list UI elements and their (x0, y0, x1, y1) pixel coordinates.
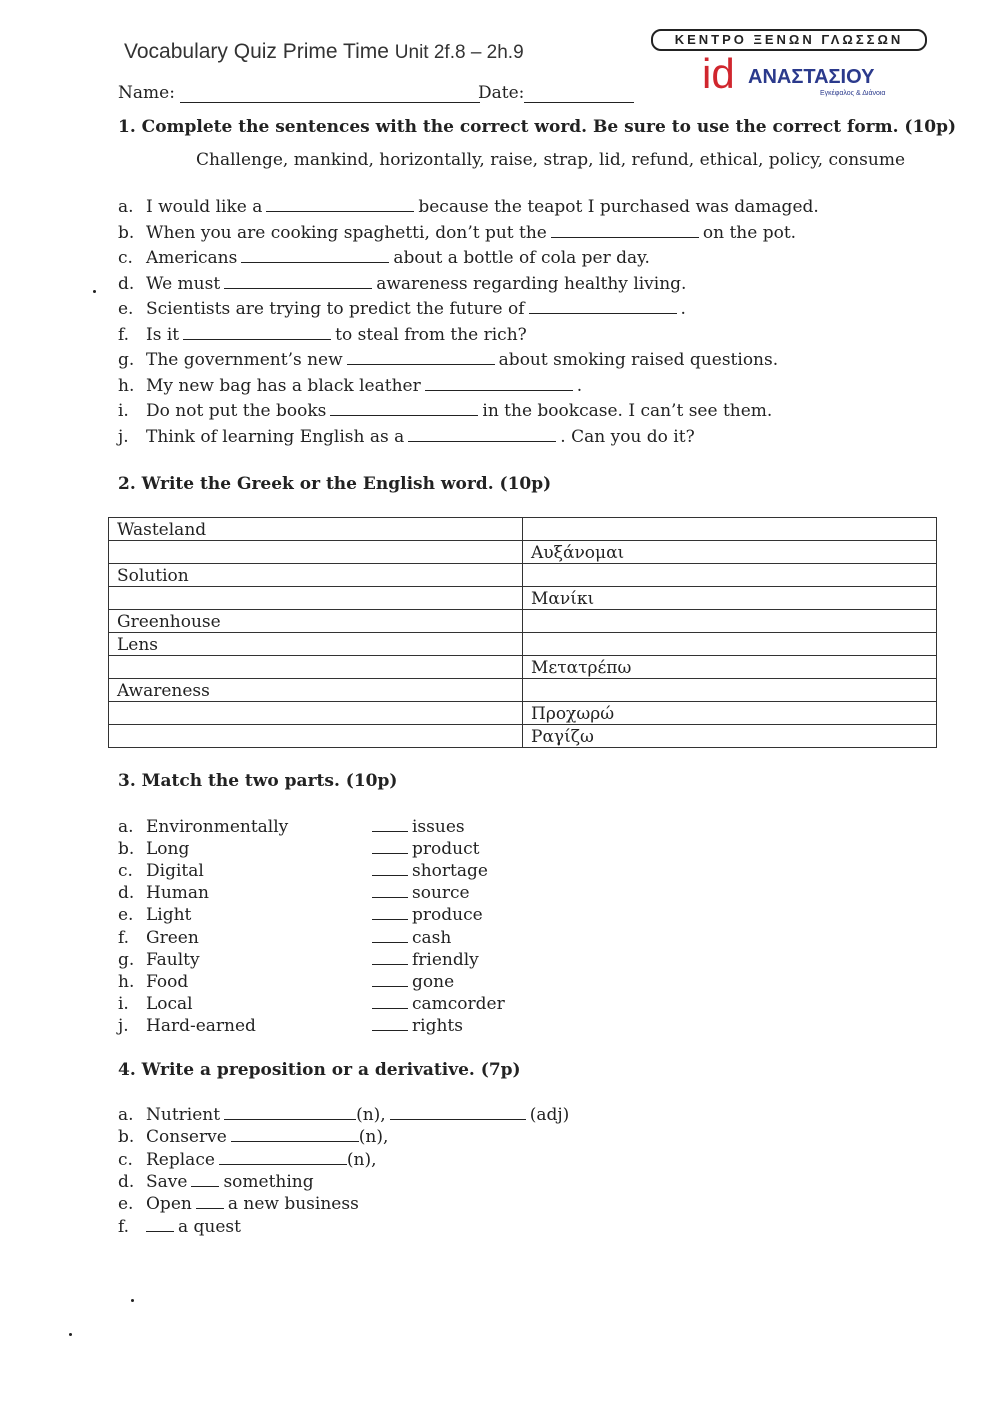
item-label: c. (118, 861, 133, 882)
item-label: j. (118, 1015, 129, 1036)
match-blank[interactable] (372, 950, 408, 965)
greek-cell[interactable]: Αυξάνομαι (523, 541, 937, 564)
match-right-text: source (412, 883, 470, 904)
english-cell[interactable]: Solution (109, 564, 523, 587)
item-label: c. (118, 248, 133, 268)
scan-speck (131, 1299, 134, 1302)
item-label: a. (118, 1105, 134, 1125)
phrase-end: something (223, 1171, 314, 1192)
item-label: f. (118, 324, 130, 345)
item-label: a. (118, 197, 134, 217)
logo-name: ΑΝΑΣΤΑΣΙΟΥ (748, 66, 875, 88)
english-cell[interactable]: Awareness (109, 679, 523, 702)
match-right-item (372, 839, 479, 859)
vocab-row (109, 725, 937, 748)
match-left-item (118, 817, 288, 837)
match-left-item (118, 950, 200, 970)
match-right-text: friendly (412, 949, 479, 970)
greek-cell[interactable] (523, 679, 937, 702)
match-left-item (118, 883, 209, 903)
greek-cell[interactable] (523, 564, 937, 587)
match-left-item (118, 994, 193, 1014)
sentence-start: Think of learning English as a (146, 426, 405, 447)
sentence-start: Americans (146, 248, 238, 268)
greek-cell[interactable]: Μετατρέπω (523, 656, 937, 679)
greek-cell[interactable] (523, 610, 937, 633)
english-cell[interactable]: Lens (109, 633, 523, 656)
sentence-start: Is it (146, 324, 180, 345)
sentence-end: . (680, 299, 686, 319)
sentence-item (118, 427, 695, 447)
logo-subtitle: Εγκέφαλος & Διάνοια (820, 90, 886, 97)
sentence-start: Scientists are trying to predict the future of (146, 299, 525, 319)
match-left-text: Human (146, 883, 209, 904)
date-line[interactable] (524, 102, 634, 103)
quiz-title (124, 40, 524, 64)
answer-blank[interactable] (529, 299, 677, 314)
match-right-item (372, 950, 479, 970)
sentence-end: because the teapot I purchased was damaged. (418, 197, 819, 217)
quiz-title-text: Vocabulary Quiz Prime Time (124, 40, 389, 63)
derivative-item (118, 1105, 569, 1125)
match-blank[interactable] (372, 994, 408, 1009)
item-label: d. (118, 883, 135, 904)
word-class: (n), (346, 1149, 377, 1170)
sentence-item (118, 350, 778, 370)
item-label: f. (118, 927, 130, 948)
match-left-text: Green (146, 927, 199, 948)
word-class: (n), (356, 1105, 386, 1125)
match-right-text: cash (412, 927, 452, 948)
preposition-blank[interactable] (191, 1172, 219, 1187)
vocab-row (109, 679, 937, 702)
match-left-text: Digital (146, 861, 204, 882)
match-blank[interactable] (372, 905, 408, 920)
match-right-item (372, 817, 465, 837)
date-field[interactable] (478, 83, 634, 103)
derivative-blank[interactable] (224, 1105, 356, 1120)
match-right-item (372, 861, 488, 881)
match-right-item (372, 905, 483, 925)
quiz-unit: Unit 2f.8 – 2h.9 (394, 42, 524, 63)
derivative-item (118, 1172, 314, 1192)
sentence-start: The government’s new (146, 350, 343, 370)
base-word: Replace (146, 1149, 215, 1170)
vocab-row (109, 656, 937, 679)
answer-blank[interactable] (241, 248, 389, 263)
answer-blank[interactable] (551, 223, 699, 238)
section2-heading: 2. Write the Greek or the English word. (10p) (118, 474, 552, 494)
sentence-end: about smoking raised questions. (498, 350, 779, 370)
item-label: b. (118, 839, 135, 860)
match-left-text: Hard-earned (146, 1015, 256, 1036)
greek-cell[interactable]: Μανίκι (523, 587, 937, 610)
match-right-item (372, 972, 454, 992)
item-label: e. (118, 299, 134, 319)
english-cell[interactable] (109, 656, 523, 679)
match-right-text: gone (412, 971, 455, 992)
match-blank[interactable] (372, 928, 408, 943)
item-label: c. (118, 1149, 133, 1170)
sentence-item (118, 299, 686, 319)
match-left-text: Light (146, 905, 192, 926)
greek-cell[interactable] (523, 633, 937, 656)
item-label: a. (118, 817, 134, 837)
scan-speck (69, 1333, 72, 1336)
name-field[interactable] (118, 83, 480, 103)
match-left-item (118, 839, 189, 859)
preposition-blank[interactable] (196, 1194, 224, 1209)
word-class: (adj) (529, 1105, 570, 1125)
item-label: i. (118, 993, 129, 1014)
word-class: (n), (358, 1127, 389, 1148)
greek-cell[interactable]: Προχωρώ (523, 702, 937, 725)
match-right-item (372, 928, 451, 948)
sentence-end: awareness regarding healthy living. (376, 273, 687, 294)
derivative-item (118, 1150, 377, 1170)
item-label: f. (118, 1216, 130, 1237)
vocab-row (109, 610, 937, 633)
item-label: e. (118, 1194, 134, 1215)
item-label: b. (118, 222, 135, 243)
sentence-end: to steal from the rich? (335, 324, 527, 345)
sentence-item (118, 401, 772, 421)
match-left-text: Environmentally (146, 817, 289, 837)
sentence-item (118, 248, 650, 268)
item-label: h. (118, 971, 135, 992)
english-cell[interactable] (109, 587, 523, 610)
sentence-end: . (576, 375, 583, 396)
section3-heading: 3. Match the two parts. (10p) (118, 771, 398, 791)
derivative-blank[interactable] (231, 1127, 359, 1142)
answer-blank[interactable] (347, 350, 495, 365)
base-word: Conserve (146, 1127, 227, 1148)
match-blank[interactable] (372, 883, 408, 898)
item-label: j. (118, 426, 129, 447)
school-banner: ΚΕΝΤΡΟ ΞΕΝΩΝ ΓΛΩΣΣΩΝ (651, 29, 927, 51)
sentence-start: When you are cooking spaghetti, don’t put the (146, 222, 547, 243)
match-blank[interactable] (372, 839, 408, 854)
answer-blank[interactable] (183, 325, 331, 340)
match-left-item (118, 928, 199, 948)
match-right-item (372, 994, 505, 1014)
english-cell[interactable]: Greenhouse (109, 610, 523, 633)
section4-heading: 4. Write a preposition or a derivative. (7p) (118, 1060, 521, 1080)
base-word: Save (146, 1171, 188, 1192)
derivative-item (118, 1194, 359, 1214)
match-right-text: product (412, 839, 480, 860)
match-right-text: shortage (412, 861, 488, 882)
match-left-text: Faulty (146, 949, 200, 970)
item-label: e. (118, 905, 134, 926)
answer-blank[interactable] (224, 274, 372, 289)
sentence-end: in the bookcase. I can’t see them. (482, 401, 773, 421)
match-right-text: camcorder (412, 993, 505, 1014)
sentence-item (118, 376, 582, 396)
answer-blank[interactable] (425, 376, 573, 391)
sentence-end: on the pot. (702, 222, 797, 243)
name-line[interactable] (180, 102, 480, 103)
match-right-text: rights (412, 1015, 463, 1036)
phrase-end: a quest (178, 1216, 241, 1237)
item-label: d. (118, 1171, 135, 1192)
item-label: h. (118, 375, 135, 396)
match-left-item (118, 972, 188, 992)
english-cell[interactable]: Wasteland (109, 518, 523, 541)
match-left-item (118, 1016, 256, 1036)
logo-mark: id (702, 50, 735, 97)
answer-blank[interactable] (408, 427, 556, 442)
section1-heading: 1. Complete the sentences with the correct word. Be sure to use the correct form. (10p) (118, 117, 957, 137)
english-cell[interactable] (109, 725, 523, 748)
word-bank: Challenge, mankind, horizontally, raise, strap, lid, refund, ethical, policy, consume (196, 150, 906, 170)
english-cell[interactable] (109, 702, 523, 725)
derivative-blank[interactable] (219, 1150, 347, 1165)
vocab-table (108, 517, 937, 748)
answer-blank[interactable] (330, 401, 478, 416)
vocab-row (109, 587, 937, 610)
item-label: i. (118, 401, 129, 421)
match-left-text: Food (146, 971, 189, 992)
match-right-text: issues (412, 817, 465, 837)
vocab-row (109, 702, 937, 725)
sentence-item (118, 325, 527, 345)
sentence-start: We must (146, 273, 221, 294)
sentence-item (118, 197, 819, 217)
english-cell[interactable] (109, 541, 523, 564)
match-left-text: Long (146, 839, 190, 860)
match-right-item (372, 1016, 463, 1036)
vocab-row (109, 564, 937, 587)
derivative-blank[interactable] (390, 1105, 526, 1120)
match-left-item (118, 905, 191, 925)
sentence-item (118, 274, 686, 294)
base-word: Open (146, 1194, 192, 1215)
date-label: Date: (478, 83, 525, 103)
derivative-item (118, 1217, 241, 1237)
greek-cell[interactable]: Ραγίζω (523, 725, 937, 748)
scan-speck (93, 290, 96, 293)
preposition-blank[interactable] (146, 1217, 174, 1232)
answer-blank[interactable] (266, 197, 414, 212)
greek-cell[interactable] (523, 518, 937, 541)
vocab-row (109, 633, 937, 656)
sentence-end: . Can you do it? (560, 426, 695, 447)
sentence-start: Do not put the books (146, 401, 327, 421)
match-blank[interactable] (372, 861, 408, 876)
sentence-end: about a bottle of cola per day. (393, 248, 650, 268)
match-right-text: produce (412, 905, 483, 926)
item-label: g. (118, 350, 135, 370)
sentence-start: My new bag has a black leather (146, 375, 421, 396)
item-label: g. (118, 949, 135, 970)
phrase-end: a new business (227, 1194, 359, 1215)
match-blank[interactable] (372, 1016, 408, 1031)
match-left-item (118, 861, 204, 881)
item-label: d. (118, 273, 135, 294)
match-left-text: Local (146, 993, 193, 1014)
sentence-item (118, 223, 796, 243)
vocab-row (109, 518, 937, 541)
vocab-row (109, 541, 937, 564)
match-blank[interactable] (372, 817, 408, 832)
match-right-item (372, 883, 470, 903)
item-label: b. (118, 1127, 135, 1148)
name-label: Name: (118, 83, 175, 103)
sentence-start: I would like a (146, 197, 263, 217)
match-blank[interactable] (372, 972, 408, 987)
derivative-item (118, 1127, 388, 1147)
base-word: Nutrient (146, 1105, 221, 1125)
